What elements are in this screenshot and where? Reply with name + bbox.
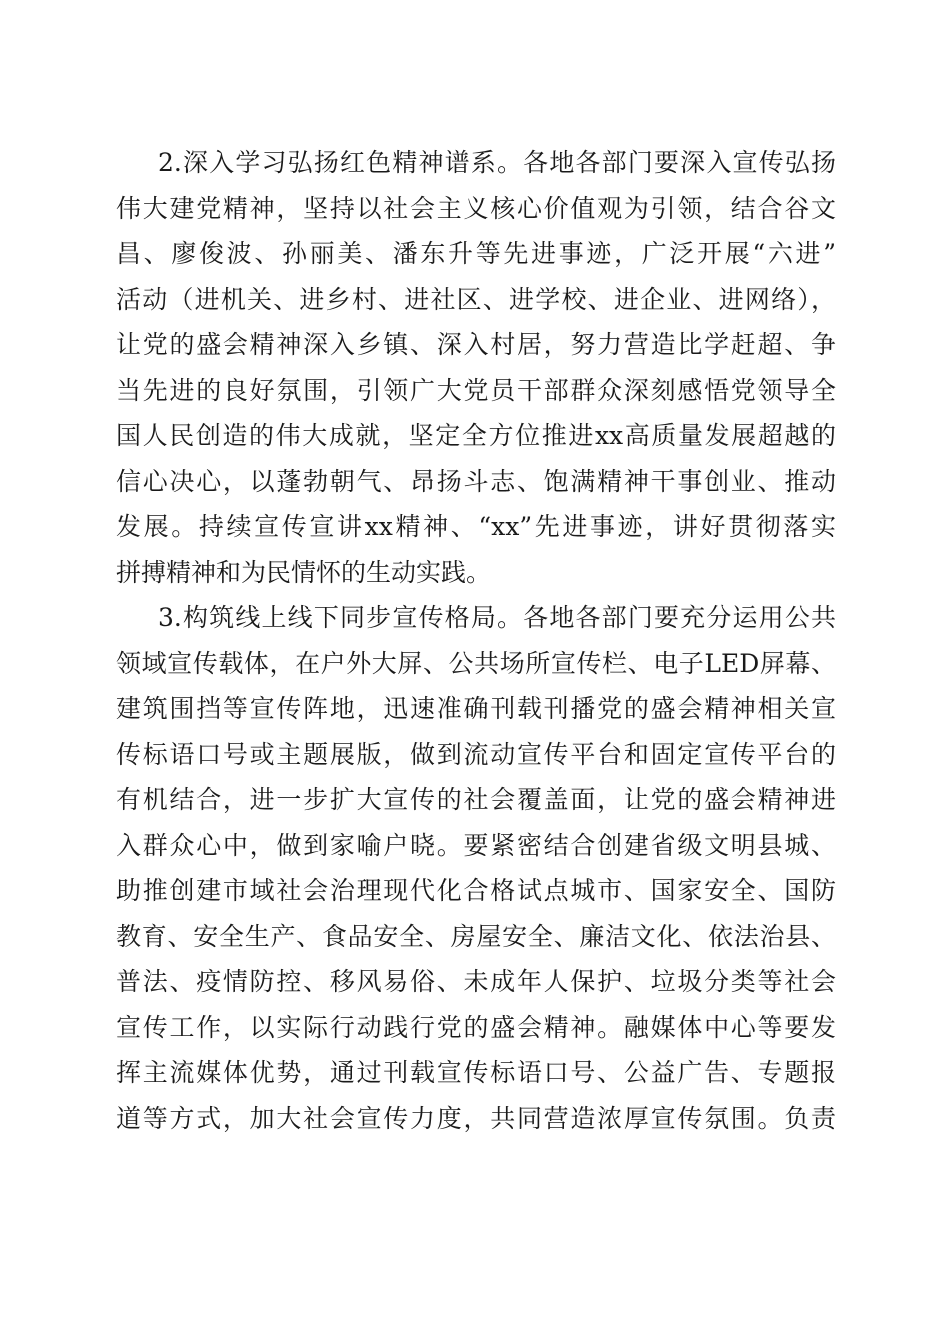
- paragraph-line: 让党的盛会精神深入乡镇、深入村居，努力营造比学赶超、争: [116, 330, 836, 359]
- paragraph-line: 当先进的良好氛围，引领广大党员干部群众深刻感悟党领导全: [116, 375, 836, 405]
- paragraph-line: 挥主流媒体优势，通过刊载宣传标语口号、公益广告、专题报: [116, 1058, 836, 1087]
- paragraph-line: 3.构筑线上线下同步宣传格局。各地各部门要充分运用公共: [158, 603, 836, 632]
- paragraph-line: 领域宣传载体，在户外大屏、公共场所宣传栏、电子LED屏幕、: [116, 648, 836, 678]
- paragraph-line: 助推创建市域社会治理现代化合格试点城市、国家安全、国防: [116, 876, 836, 905]
- paragraph-line: 2.深入学习弘扬红色精神谱系。各地各部门要深入宣传弘扬: [158, 148, 836, 177]
- paragraph-line: 普法、疫情防控、移风易俗、未成年人保护、垃圾分类等社会: [116, 967, 836, 996]
- paragraph-2: [116, 140, 836, 595]
- paragraph-line: 入群众心中，做到家喻户晓。要紧密结合创建省级文明县城、: [116, 830, 836, 860]
- paragraph-line: 发展。持续宣传宣讲xx精神、“xx”先进事迹，讲好贯彻落实: [116, 512, 836, 541]
- paragraph-line: 活动（进机关、进乡村、进社区、进学校、进企业、进网络），: [116, 284, 836, 314]
- paragraph-line: 传标语口号或主题展版，做到流动宣传平台和固定宣传平台的: [116, 739, 836, 769]
- paragraph-line: 伟大建党精神，坚持以社会主义核心价值观为引领，结合谷文: [116, 193, 836, 223]
- paragraph-line: 国人民创造的伟大成就，坚定全方位推进xx高质量发展超越的: [116, 421, 836, 450]
- paragraph-line: 昌、廖俊波、孙丽美、潘东升等先进事迹，广泛开展“六进”: [116, 239, 836, 268]
- paragraph-3: [116, 595, 836, 1141]
- paragraph-line: 宣传工作，以实际行动践行党的盛会精神。融媒体中心等要发: [116, 1012, 836, 1042]
- paragraph-line: 建筑围挡等宣传阵地，迅速准确刊载刊播党的盛会精神相关宣: [116, 694, 836, 723]
- paragraph-line: 拼搏精神和为民情怀的生动实践。: [116, 557, 492, 587]
- paragraph-line: 有机结合，进一步扩大宣传的社会覆盖面，让党的盛会精神进: [116, 785, 836, 814]
- paragraph-line: 道等方式，加大社会宣传力度，共同营造浓厚宣传氛围。负责: [116, 1103, 836, 1133]
- body-text: [116, 140, 836, 1141]
- paragraph-line: 信心决心，以蓬勃朝气、昂扬斗志、饱满精神干事创业、推动: [116, 466, 836, 496]
- paragraph-line: 教育、安全生产、食品安全、房屋安全、廉洁文化、依法治县、: [116, 921, 836, 951]
